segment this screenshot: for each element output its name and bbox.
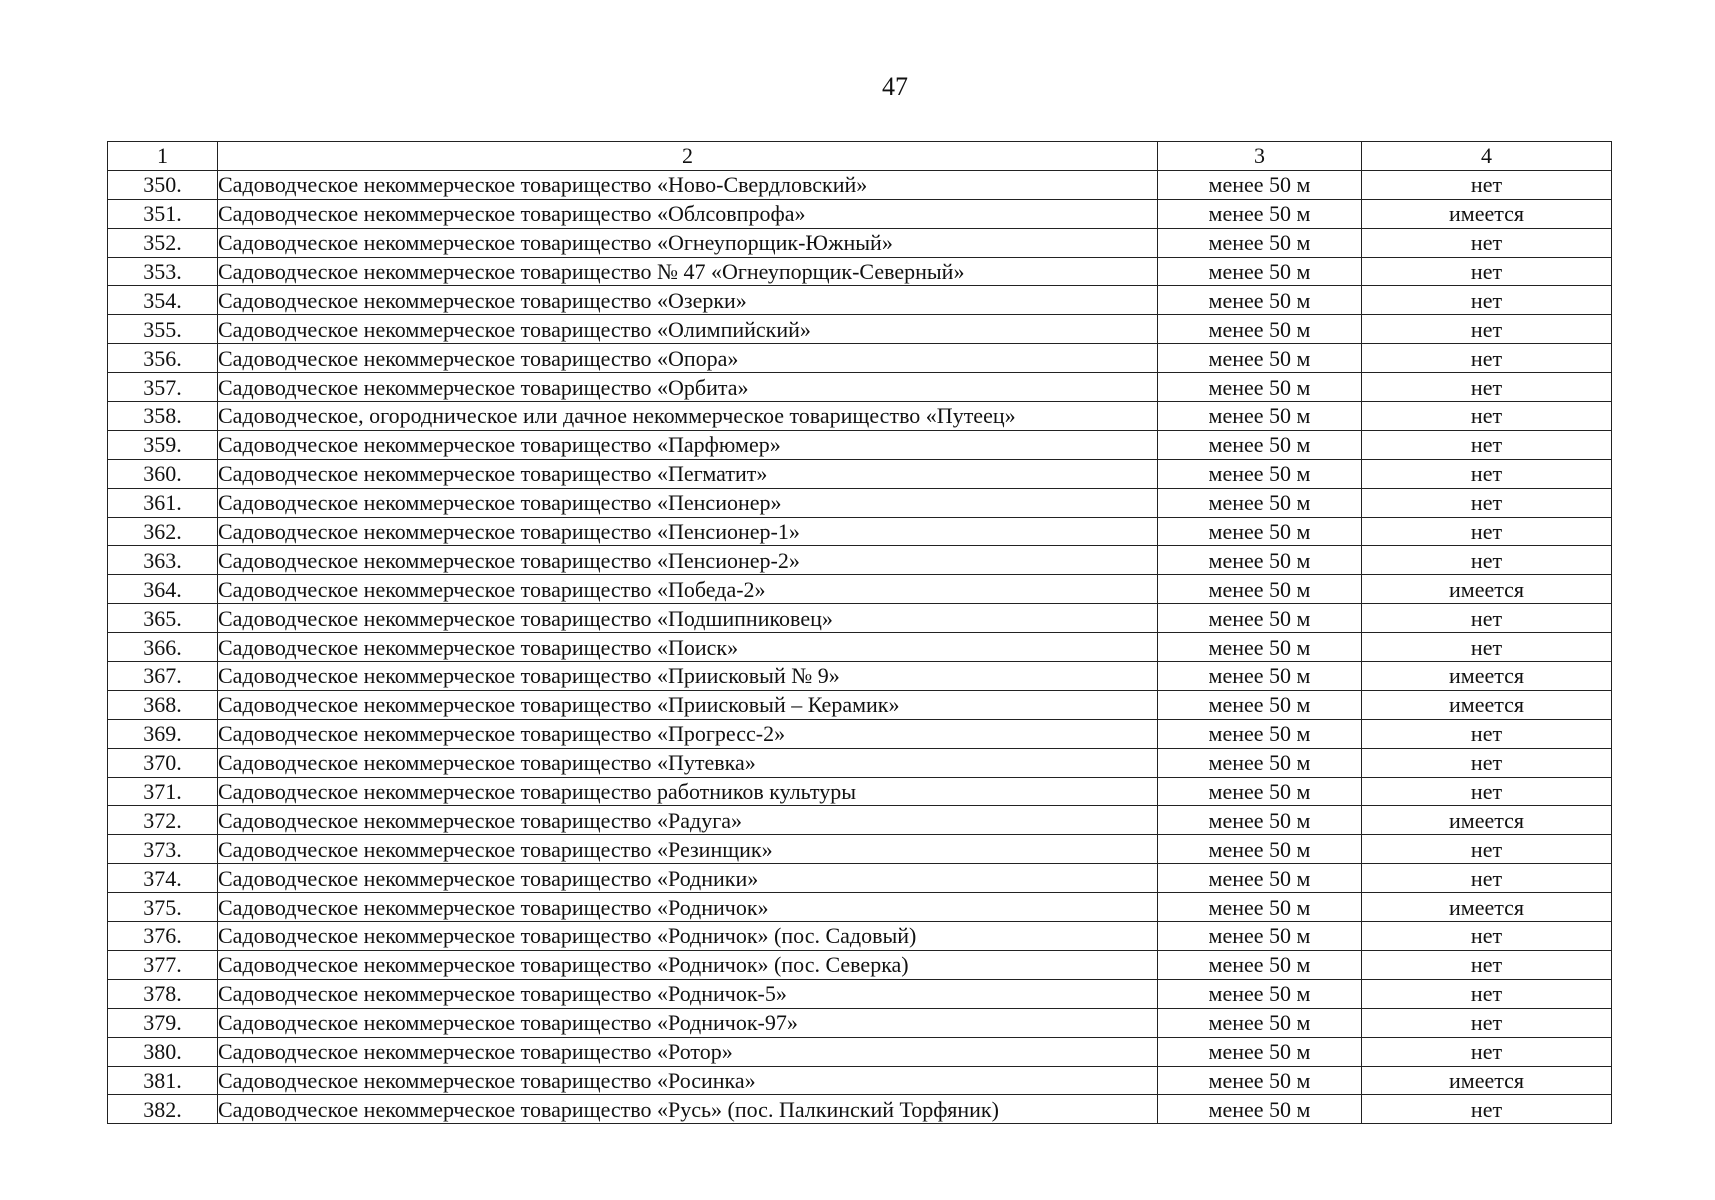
distance-value: менее 50 м [1158, 170, 1362, 199]
table-row [108, 690, 1612, 719]
distance-value: менее 50 м [1158, 517, 1362, 546]
availability-value: имеется [1362, 806, 1612, 835]
availability-value: нет [1362, 922, 1612, 951]
row-number: 366. [108, 633, 218, 662]
table-row [108, 979, 1612, 1008]
organization-name: Садоводческое некоммерческое товарищество № 47 «Огнеупорщик-Северный» [218, 257, 1158, 286]
row-number: 371. [108, 777, 218, 806]
organization-name: Садоводческое некоммерческое товарищество «Радуга» [218, 806, 1158, 835]
distance-value: менее 50 м [1158, 488, 1362, 517]
table-row [108, 315, 1612, 344]
organization-name: Садоводческое некоммерческое товарищество «Росинка» [218, 1066, 1158, 1095]
availability-value: нет [1362, 950, 1612, 979]
availability-value: нет [1362, 1037, 1612, 1066]
organization-name: Садоводческое, огородническое или дачное некоммерческое товарищество «Путеец» [218, 402, 1158, 431]
row-number: 362. [108, 517, 218, 546]
organization-name: Садоводческое некоммерческое товарищество «Родники» [218, 864, 1158, 893]
distance-value: менее 50 м [1158, 835, 1362, 864]
distance-value: менее 50 м [1158, 228, 1362, 257]
row-number: 356. [108, 344, 218, 373]
distance-value: менее 50 м [1158, 315, 1362, 344]
row-number: 358. [108, 402, 218, 431]
organization-name: Садоводческое некоммерческое товарищество «Резинщик» [218, 835, 1158, 864]
organization-name: Садоводческое некоммерческое товарищество «Пенсионер-1» [218, 517, 1158, 546]
distance-value: менее 50 м [1158, 690, 1362, 719]
row-number: 367. [108, 662, 218, 691]
availability-value: нет [1362, 402, 1612, 431]
distance-value: менее 50 м [1158, 459, 1362, 488]
organization-name: Садоводческое некоммерческое товарищество «Родничок-5» [218, 979, 1158, 1008]
table-row [108, 777, 1612, 806]
header-col-2: 2 [218, 142, 1158, 171]
row-number: 373. [108, 835, 218, 864]
distance-value: менее 50 м [1158, 1066, 1362, 1095]
organization-name: Садоводческое некоммерческое товарищество «Родничок» (пос. Садовый) [218, 922, 1158, 951]
row-number: 353. [108, 257, 218, 286]
organization-name: Садоводческое некоммерческое товарищество «Озерки» [218, 286, 1158, 315]
row-number: 365. [108, 604, 218, 633]
row-number: 375. [108, 893, 218, 922]
row-number: 363. [108, 546, 218, 575]
table-row [108, 1008, 1612, 1037]
availability-value: нет [1362, 719, 1612, 748]
table-row [108, 575, 1612, 604]
availability-value: нет [1362, 604, 1612, 633]
organization-name: Садоводческое некоммерческое товарищество «Родничок-97» [218, 1008, 1158, 1037]
organization-name: Садоводческое некоммерческое товарищество «Огнеупорщик-Южный» [218, 228, 1158, 257]
table-header [108, 142, 1612, 171]
organization-name: Садоводческое некоммерческое товарищество «Приисковый – Керамик» [218, 690, 1158, 719]
availability-value: нет [1362, 488, 1612, 517]
availability-value: нет [1362, 459, 1612, 488]
row-number: 381. [108, 1066, 218, 1095]
distance-value: менее 50 м [1158, 922, 1362, 951]
row-number: 360. [108, 459, 218, 488]
distance-value: менее 50 м [1158, 604, 1362, 633]
distance-value: менее 50 м [1158, 950, 1362, 979]
availability-value: имеется [1362, 662, 1612, 691]
organization-name: Садоводческое некоммерческое товарищество «Родничок» (пос. Северка) [218, 950, 1158, 979]
row-number: 380. [108, 1037, 218, 1066]
organization-name: Садоводческое некоммерческое товарищество «Пенсионер-2» [218, 546, 1158, 575]
table-row [108, 517, 1612, 546]
distance-value: менее 50 м [1158, 979, 1362, 1008]
row-number: 372. [108, 806, 218, 835]
row-number: 351. [108, 199, 218, 228]
organization-name: Садоводческое некоммерческое товарищество «Русь» (пос. Палкинский Торфяник) [218, 1095, 1158, 1124]
table-row [108, 950, 1612, 979]
table-row [108, 604, 1612, 633]
row-number: 357. [108, 373, 218, 402]
row-number: 370. [108, 748, 218, 777]
availability-value: нет [1362, 1008, 1612, 1037]
table-row [108, 1066, 1612, 1095]
distance-value: менее 50 м [1158, 633, 1362, 662]
table-row [108, 864, 1612, 893]
organization-name: Садоводческое некоммерческое товарищество «Пенсионер» [218, 488, 1158, 517]
distance-value: менее 50 м [1158, 1008, 1362, 1037]
organization-name: Садоводческое некоммерческое товарищество «Опора» [218, 344, 1158, 373]
table-row [108, 806, 1612, 835]
row-number: 352. [108, 228, 218, 257]
distance-value: менее 50 м [1158, 373, 1362, 402]
row-number: 369. [108, 719, 218, 748]
table-row [108, 835, 1612, 864]
distance-value: менее 50 м [1158, 430, 1362, 459]
document-table [107, 141, 1612, 1124]
availability-value: нет [1362, 1095, 1612, 1124]
organization-name: Садоводческое некоммерческое товарищество «Облсовпрофа» [218, 199, 1158, 228]
row-number: 374. [108, 864, 218, 893]
table-row [108, 170, 1612, 199]
availability-value: нет [1362, 777, 1612, 806]
table-row [108, 662, 1612, 691]
table-row [108, 257, 1612, 286]
organization-name: Садоводческое некоммерческое товарищество «Прогресс-2» [218, 719, 1158, 748]
organization-name: Садоводческое некоммерческое товарищество «Победа-2» [218, 575, 1158, 604]
distance-value: менее 50 м [1158, 575, 1362, 604]
table-row [108, 459, 1612, 488]
availability-value: нет [1362, 979, 1612, 1008]
table-row [108, 1095, 1612, 1124]
availability-value: нет [1362, 430, 1612, 459]
availability-value: имеется [1362, 893, 1612, 922]
distance-value: менее 50 м [1158, 662, 1362, 691]
table-row [108, 748, 1612, 777]
organization-name: Садоводческое некоммерческое товарищество «Подшипниковец» [218, 604, 1158, 633]
distance-value: менее 50 м [1158, 257, 1362, 286]
availability-value: имеется [1362, 1066, 1612, 1095]
organization-name: Садоводческое некоммерческое товарищество «Олимпийский» [218, 315, 1158, 344]
availability-value: нет [1362, 517, 1612, 546]
availability-value: имеется [1362, 575, 1612, 604]
row-number: 378. [108, 979, 218, 1008]
distance-value: менее 50 м [1158, 806, 1362, 835]
table-row [108, 373, 1612, 402]
distance-value: менее 50 м [1158, 864, 1362, 893]
row-number: 350. [108, 170, 218, 199]
page-number: 47 [882, 72, 908, 101]
distance-value: менее 50 м [1158, 546, 1362, 575]
table-body [108, 170, 1612, 1123]
availability-value: нет [1362, 835, 1612, 864]
row-number: 379. [108, 1008, 218, 1037]
distance-value: менее 50 м [1158, 199, 1362, 228]
row-number: 377. [108, 950, 218, 979]
availability-value: нет [1362, 315, 1612, 344]
availability-value: нет [1362, 633, 1612, 662]
table-row [108, 344, 1612, 373]
header-col-4: 4 [1362, 142, 1612, 171]
row-number: 354. [108, 286, 218, 315]
availability-value: имеется [1362, 690, 1612, 719]
organization-name: Садоводческое некоммерческое товарищество «Путевка» [218, 748, 1158, 777]
availability-value: нет [1362, 373, 1612, 402]
header-col-3: 3 [1158, 142, 1362, 171]
row-number: 376. [108, 922, 218, 951]
row-number: 355. [108, 315, 218, 344]
organization-name: Садоводческое некоммерческое товарищество «Ротор» [218, 1037, 1158, 1066]
organization-name: Садоводческое некоммерческое товарищество «Парфюмер» [218, 430, 1158, 459]
table-row [108, 430, 1612, 459]
organization-name: Садоводческое некоммерческое товарищество работников культуры [218, 777, 1158, 806]
table-row [108, 633, 1612, 662]
table-row [108, 893, 1612, 922]
distance-value: менее 50 м [1158, 402, 1362, 431]
table-row [108, 719, 1612, 748]
organization-name: Садоводческое некоммерческое товарищество «Приисковый № 9» [218, 662, 1158, 691]
availability-value: нет [1362, 864, 1612, 893]
availability-value: нет [1362, 286, 1612, 315]
availability-value: нет [1362, 257, 1612, 286]
table-row [108, 286, 1612, 315]
availability-value: нет [1362, 344, 1612, 373]
distance-value: менее 50 м [1158, 719, 1362, 748]
row-number: 359. [108, 430, 218, 459]
availability-value: нет [1362, 228, 1612, 257]
table-row [108, 199, 1612, 228]
table-row [108, 228, 1612, 257]
distance-value: менее 50 м [1158, 286, 1362, 315]
header-col-1: 1 [108, 142, 218, 171]
organization-name: Садоводческое некоммерческое товарищество «Орбита» [218, 373, 1158, 402]
table-row [108, 922, 1612, 951]
row-number: 382. [108, 1095, 218, 1124]
distance-value: менее 50 м [1158, 893, 1362, 922]
availability-value: нет [1362, 748, 1612, 777]
organization-name: Садоводческое некоммерческое товарищество «Родничок» [218, 893, 1158, 922]
row-number: 364. [108, 575, 218, 604]
distance-value: менее 50 м [1158, 748, 1362, 777]
distance-value: менее 50 м [1158, 1095, 1362, 1124]
table-row [108, 1037, 1612, 1066]
availability-value: нет [1362, 170, 1612, 199]
table-row [108, 546, 1612, 575]
distance-value: менее 50 м [1158, 777, 1362, 806]
distance-value: менее 50 м [1158, 1037, 1362, 1066]
distance-value: менее 50 м [1158, 344, 1362, 373]
availability-value: нет [1362, 546, 1612, 575]
table-row [108, 402, 1612, 431]
organization-name: Садоводческое некоммерческое товарищество «Поиск» [218, 633, 1158, 662]
organization-name: Садоводческое некоммерческое товарищество «Ново-Свердловский» [218, 170, 1158, 199]
row-number: 361. [108, 488, 218, 517]
availability-value: имеется [1362, 199, 1612, 228]
header-row [108, 142, 1612, 171]
table-row [108, 488, 1612, 517]
organization-name: Садоводческое некоммерческое товарищество «Пегматит» [218, 459, 1158, 488]
row-number: 368. [108, 690, 218, 719]
